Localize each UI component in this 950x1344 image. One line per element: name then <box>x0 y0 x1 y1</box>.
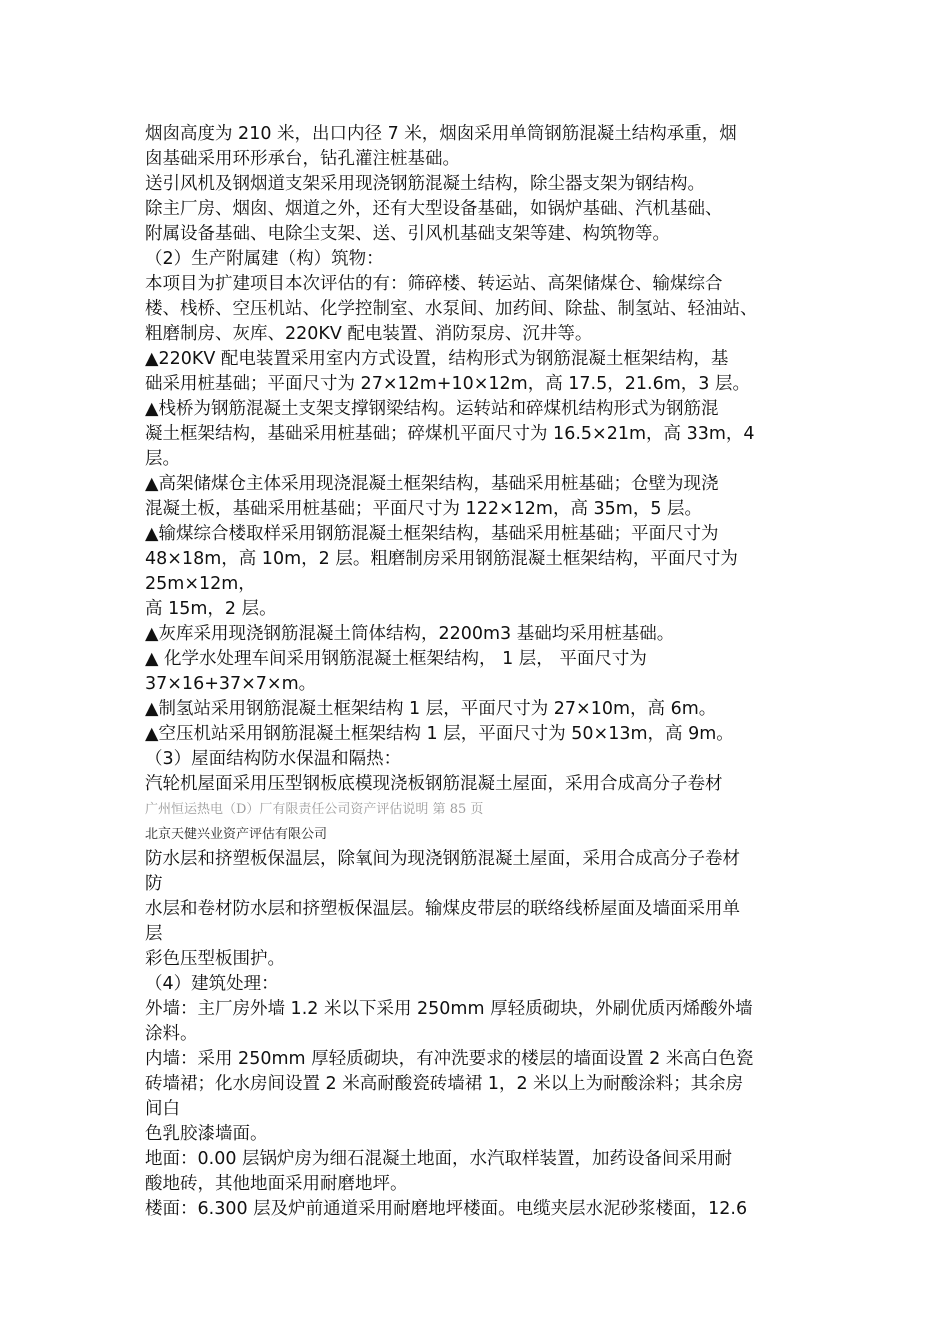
text-line: 间白 <box>145 1099 180 1119</box>
text-line: 除主厂房、烟囱、烟道之外，还有大型设备基础，如锅炉基础、汽机基础、 <box>145 199 723 219</box>
text-line: 砖墙裙；化水房间设置 2 米高耐酸瓷砖墙裙 1，2 米以上为耐酸涂料；其余房 <box>145 1074 744 1094</box>
text-line: 色乳胶漆墙面。 <box>145 1124 268 1144</box>
text-line: 外墙：主厂房外墙 1.2 米以下采用 250mm 厚轻质砌块，外刷优质丙烯酸外墙 <box>145 999 753 1019</box>
text-line: 25m×12m， <box>145 574 256 594</box>
section-heading: （3）屋面结构防水保温和隔热： <box>145 749 402 769</box>
text-line: 础采用桩基础；平面尺寸为 27×12m+10×12m，高 17.5，21.6m，3 层。 <box>145 374 750 394</box>
text-line: ▲220KV 配电装置采用室内方式设置，结构形式为钢筋混凝土框架结构，基 <box>145 349 729 369</box>
text-line: ▲ 化学水处理车间采用钢筋混凝土框架结构， 1 层， 平面尺寸为 <box>145 649 647 669</box>
text-line: 内墙：采用 250mm 厚轻质砌块，有冲洗要求的楼层的墙面设置 2 米高白色瓷 <box>145 1049 754 1069</box>
text-line: 层。 <box>145 449 180 469</box>
text-line: 楼、栈桥、空压机站、化学控制室、水泵间、加药间、除盐、制氢站、轻油站、 <box>145 299 758 319</box>
text-line: 彩色压型板围护。 <box>145 949 285 969</box>
text-line: 本项目为扩建项目本次评估的有：筛碎楼、转运站、高架储煤仓、输煤综合 <box>145 274 723 294</box>
text-line: 高 15m，2 层。 <box>145 599 277 619</box>
text-line: 凝土框架结构，基础采用桩基础；碎煤机平面尺寸为 16.5×21m，高 33m，4 <box>145 424 755 444</box>
text-line: 地面：0.00 层锅炉房为细石混凝土地面，水汽取样装置，加药设备间采用耐 <box>145 1149 733 1169</box>
text-line: 囱基础采用环形承台，钻孔灌注桩基础。 <box>145 149 460 169</box>
section-heading: （4）建筑处理： <box>145 974 279 994</box>
text-line: 酸地砖，其他地面采用耐磨地坪。 <box>145 1174 408 1194</box>
text-line: 37×16+37×7×m。 <box>145 674 317 694</box>
text-line: 水层和卷材防水层和挤塑板保温层。输煤皮带层的联络线桥屋面及墙面采用单 <box>145 899 740 919</box>
text-line: 混凝土板，基础采用桩基础；平面尺寸为 122×12m，高 35m，5 层。 <box>145 499 703 519</box>
text-line: 烟囱高度为 210 米，出口内径 7 米，烟囱采用单筒钢筋混凝土结构承重，烟 <box>145 124 737 144</box>
text-line: ▲灰库采用现浇钢筋混凝土筒体结构，2200m3 基础均采用桩基础。 <box>145 624 675 644</box>
text-line: 层 <box>145 924 163 944</box>
text-line: 送引风机及钢烟道支架采用现浇钢筋混凝土结构，除尘器支架为钢结构。 <box>145 174 705 194</box>
text-line: 粗磨制房、灰库、220KV 配电装置、消防泵房、沉井等。 <box>145 324 593 344</box>
text-line: 防水层和挤塑板保温层，除氧间为现浇钢筋混凝土屋面，采用合成高分子卷材 <box>145 849 740 869</box>
document-page <box>145 122 810 1222</box>
text-line: 涂料。 <box>145 1024 198 1044</box>
text-line: ▲栈桥为钢筋混凝土支架支撑钢梁结构。运转站和碎煤机结构形式为钢筋混 <box>145 399 719 419</box>
section-heading: （2）生产附属建（构）筑物： <box>145 249 384 269</box>
text-line: ▲高架储煤仓主体采用现浇混凝土框架结构，基础采用桩基础；仓壁为现浇 <box>145 474 719 494</box>
page-footer: 广州恒运热电（D）厂有限责任公司资产评估说明 第 85 页 <box>145 802 484 817</box>
text-line: ▲制氢站采用钢筋混凝土框架结构 1 层，平面尺寸为 27×10m，高 6m。 <box>145 699 717 719</box>
text-line: 汽轮机屋面采用压型钢板底模现浇板钢筋混凝土屋面，采用合成高分子卷材 <box>145 774 723 794</box>
text-line: ▲输煤综合楼取样采用钢筋混凝土框架结构，基础采用桩基础；平面尺寸为 <box>145 524 719 544</box>
company-header: 北京天健兴业资产评估有限公司 <box>145 827 328 842</box>
text-line: 附属设备基础、电除尘支架、送、引风机基础支架等建、构筑物等。 <box>145 224 670 244</box>
text-line: 防 <box>145 874 163 894</box>
text-line: ▲空压机站采用钢筋混凝土框架结构 1 层，平面尺寸为 50×13m，高 9m。 <box>145 724 734 744</box>
text-line: 楼面：6.300 层及炉前通道采用耐磨地坪楼面。电缆夹层水泥砂浆楼面，12.6 <box>145 1199 748 1219</box>
text-line: 48×18m，高 10m，2 层。粗磨制房采用钢筋混凝土框架结构，平面尺寸为 <box>145 549 738 569</box>
